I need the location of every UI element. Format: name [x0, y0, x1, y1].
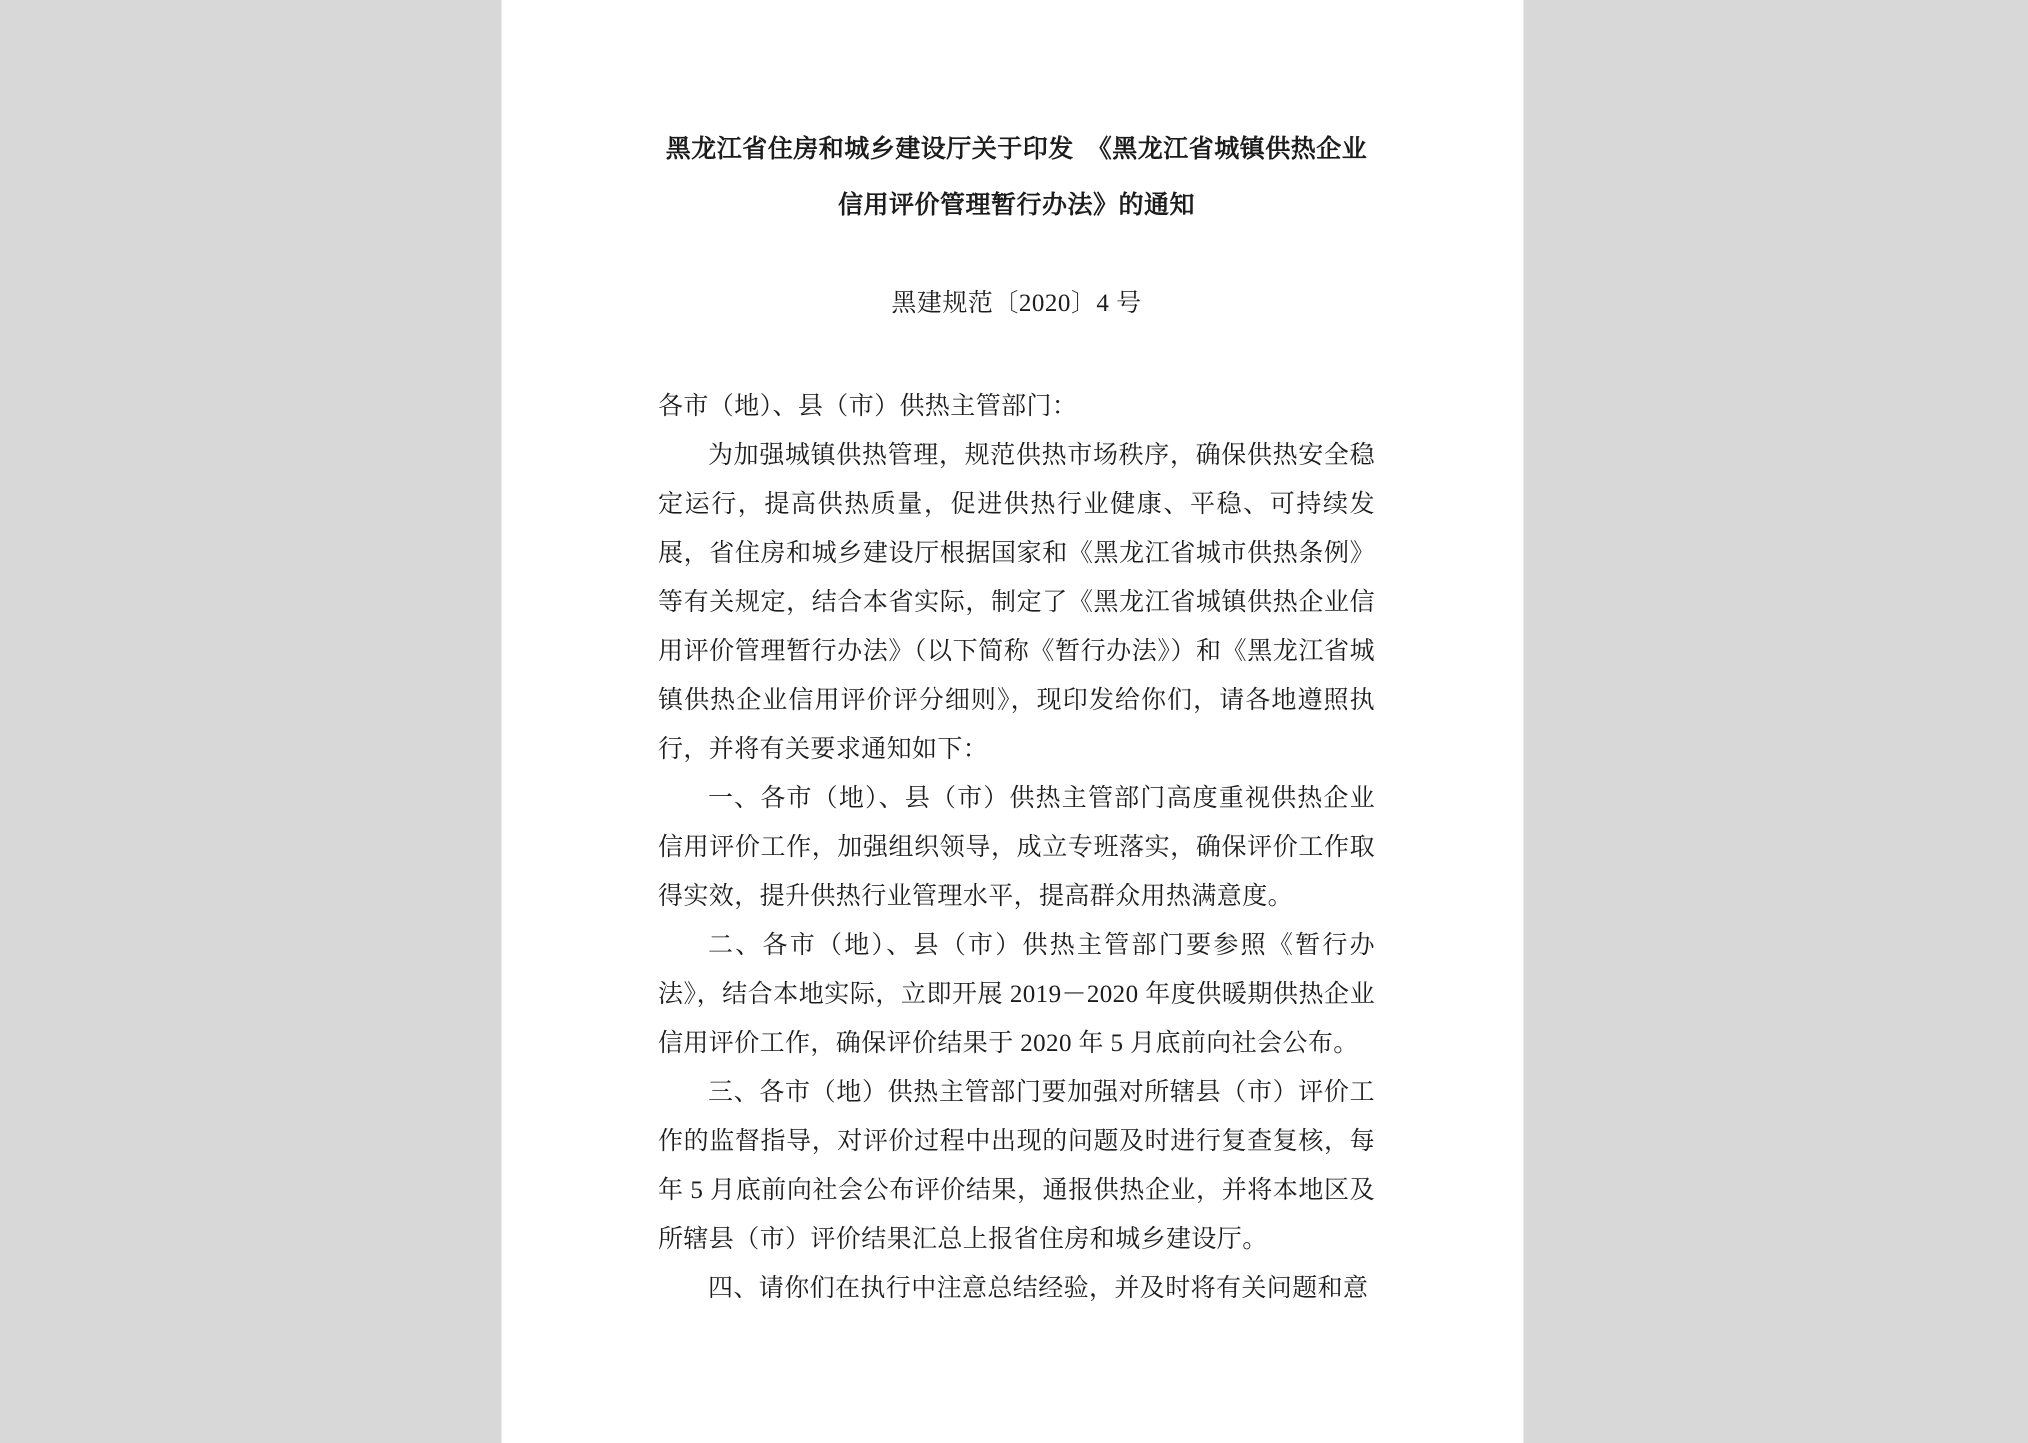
body-paragraph: 四、请你们在执行中注意总结经验，并及时将有关问题和意: [708, 1275, 1369, 1302]
document-title: [658, 122, 1375, 234]
body-paragraph: 一、各市（地）、县（市）供热主管部门高度重视供热企业信用评价工作，加强组织领导，成立专班落实，确保评价工作取得实效，提升供热行业管理水平，提高群众用热满意度。: [658, 785, 1375, 910]
document-title-line: 信用评价管理暂行办法》的通知: [837, 192, 1195, 219]
page-content: [502, 0, 1523, 1313]
body-paragraph: 二、各市（地）、县（市）供热主管部门要参照《暂行办法》，结合本地实际，立即开展 2019－2020 年度供暖期供热企业信用评价工作，确保评价结果于 2020 年 5 月底前向社会公布。: [658, 932, 1375, 1057]
body-paragraph: 三、各市（地）供热主管部门要加强对所辖县（市）评价工作的监督指导，对评价过程中出现的问题及时进行复查复核，每年 5 月底前向社会公布评价结果，通报供热企业，并将本地区及所辖县（市）评价结果汇总上报省住房和城乡建设厅。: [658, 1079, 1375, 1253]
salutation-line: 各市（地）、县（市）供热主管部门：: [658, 393, 1078, 420]
paragraph-list: [658, 431, 1375, 1313]
document-body: [658, 382, 1375, 1313]
document-number: 黑建规范〔2020〕4 号: [891, 290, 1142, 317]
document-page: [502, 0, 1523, 1443]
body-paragraph: 为加强城镇供热管理，规范供热市场秩序，确保供热安全稳定运行，提高供热质量，促进供热行业健康、平稳、可持续发展，省住房和城乡建设厅根据国家和《黑龙江省城市供热条例》等有关规定，结合本省实际，制定了《黑龙江省城镇供热企业信用评价管理暂行办法》（以下简称《暂行办法》）和《黑龙江省城镇供热企业信用评价评分细则》，现印发给你们，请各地遵照执行，并将有关要求通知如下：: [658, 442, 1375, 763]
document-title-line: 黑龙江省住房和城乡建设厅关于印发 《黑龙江省城镇供热企业: [665, 136, 1368, 163]
